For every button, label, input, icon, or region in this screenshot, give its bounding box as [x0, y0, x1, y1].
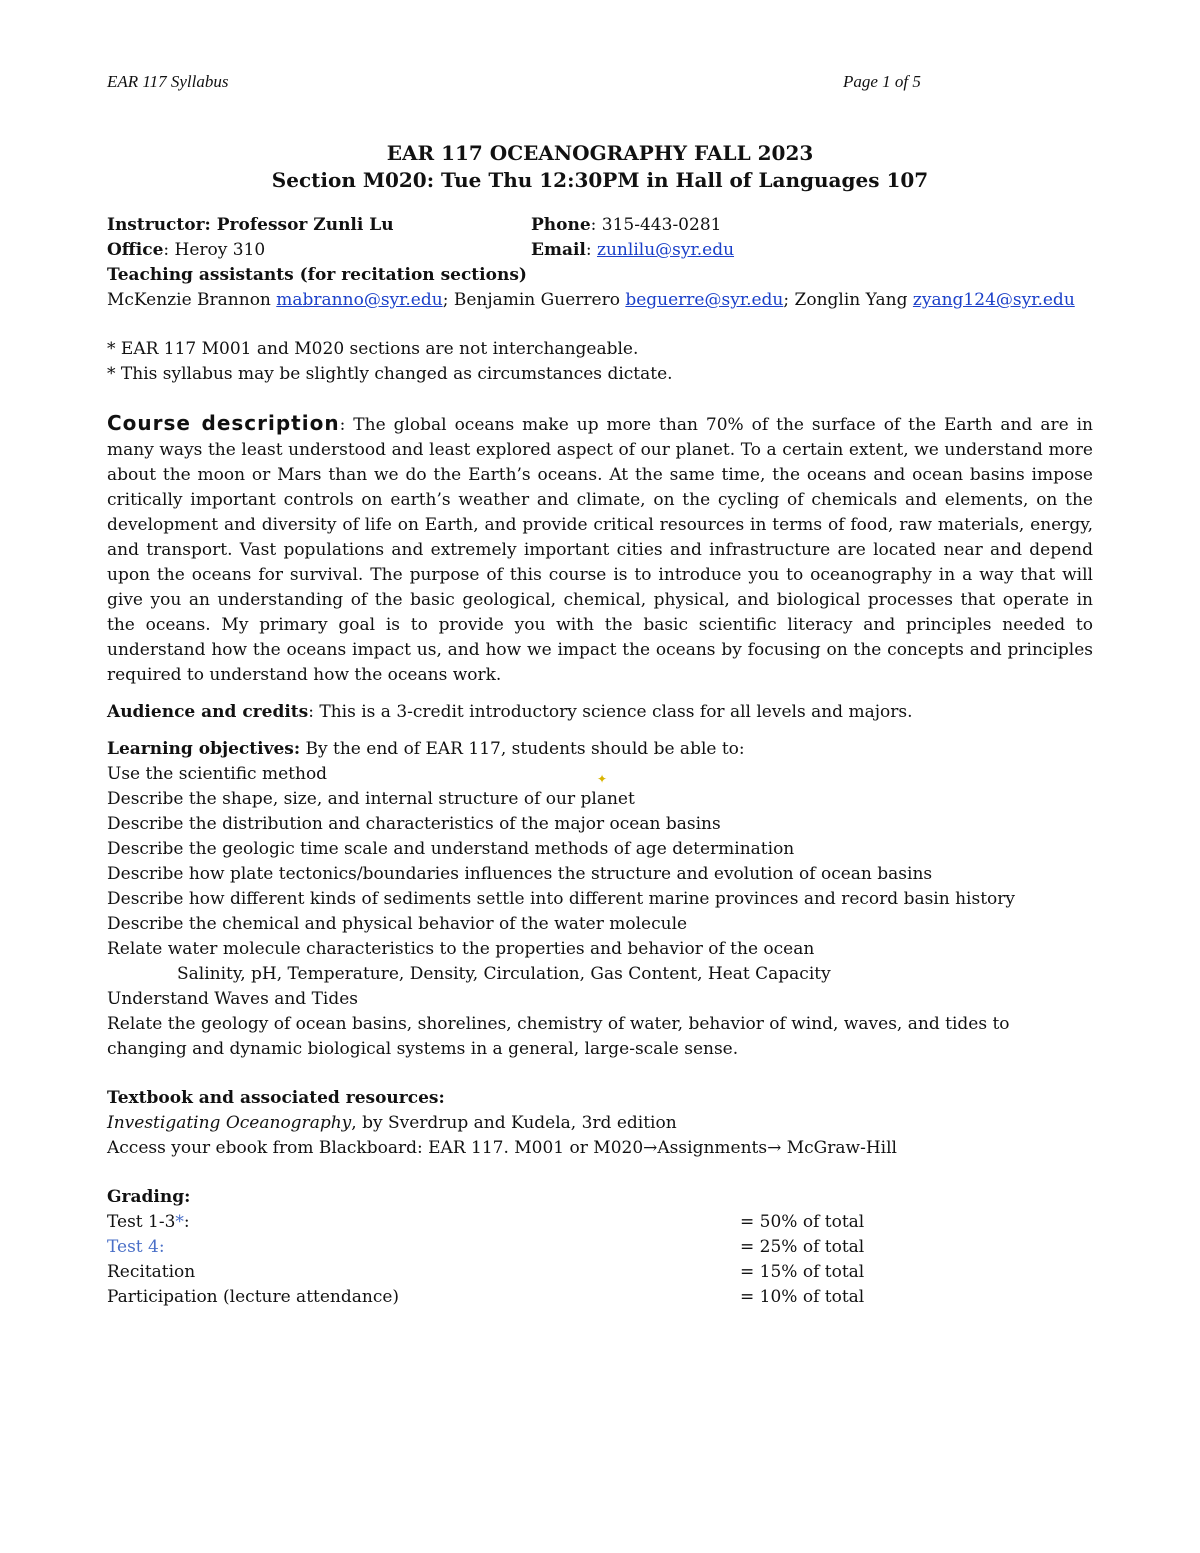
ta-email-link[interactable]: zyang124@syr.edu [912, 290, 1075, 310]
objectives-label: Learning objectives: [107, 739, 301, 759]
spacer [107, 313, 1093, 337]
instructor-row [107, 213, 1093, 238]
objective-item: Describe how plate tectonics/boundaries influences the structure and evolution of ocean basins [107, 864, 933, 884]
grading-label: Test 4: [107, 1237, 165, 1257]
grading-row [107, 1210, 1093, 1235]
office-row [107, 238, 1093, 263]
cursor-marker-icon: ✦ [597, 772, 608, 786]
ta-email-link[interactable]: mabranno@syr.edu [276, 290, 443, 310]
note: * EAR 117 M001 and M020 sections are not interchangeable. [107, 339, 639, 359]
ta-name: Benjamin Guerrero [453, 290, 626, 310]
ta-list [107, 288, 1093, 313]
grading-row [107, 1235, 1093, 1260]
objective-item: Describe how different kinds of sediments settle into different marine provinces and record basin history [107, 889, 1016, 909]
grading-row [107, 1260, 1093, 1285]
grading-label: Participation (lecture attendance) [107, 1287, 400, 1307]
email [531, 238, 734, 263]
ta-email-link[interactable]: beguerre@syr.edu [625, 290, 784, 310]
ta-separator: ; [783, 290, 795, 310]
phone-value: : 315-443-0281 [590, 215, 722, 235]
section-title: Section M020: Tue Thu 12:30PM in Hall of Languages 107 [271, 168, 929, 192]
grading-value: = 50% of total [740, 1212, 865, 1232]
office [107, 238, 531, 263]
textbook-title: Investigating Oceanography [107, 1113, 352, 1133]
grading-label-colon: : [183, 1212, 190, 1232]
office-label: Office [107, 240, 164, 260]
grading-row [107, 1285, 1093, 1310]
objective-item: Describe the chemical and physical behavior of the water molecule [107, 914, 688, 934]
grading-label: Recitation [107, 1262, 196, 1282]
audience-label: Audience and credits [107, 702, 309, 722]
arrow-right-icon: → [643, 1138, 658, 1158]
objective-item: Relate water molecule characteristics to the properties and behavior of the ocean [107, 939, 815, 959]
textbook-authors: , by Sverdrup and Kudela, 3rd edition [351, 1113, 677, 1133]
phone [531, 213, 721, 238]
office-value: : Heroy 310 [163, 240, 266, 260]
objective-item: Use the scientific method [107, 764, 328, 784]
arrow-right-icon: → [767, 1138, 782, 1158]
ta-name: McKenzie Brannon [107, 290, 277, 310]
ta-heading: Teaching assistants (for recitation sections) [107, 265, 527, 285]
objective-subitem: Salinity, pH, Temperature, Density, Circulation, Gas Content, Heat Capacity [177, 964, 831, 984]
grading-label [107, 1210, 740, 1235]
ebook-access-assignments: Assignments [657, 1138, 768, 1158]
spacer [107, 387, 1093, 411]
ta-name: Zonglin Yang [794, 290, 913, 310]
spacer [107, 1161, 1093, 1185]
textbook-heading: Textbook and associated resources: [107, 1088, 445, 1108]
objective-item: Relate the geology of ocean basins, shorelines, chemistry of water, behavior of wind, waves, and tides to changing and dynamic biological systems in a general, large-scale sense. [107, 1014, 1010, 1059]
phone-label: Phone [531, 215, 591, 235]
ta-separator: ; [442, 290, 454, 310]
audience-credits [107, 700, 1093, 725]
objective-item: Describe the geologic time scale and understand methods of age determination [107, 839, 795, 859]
instructor-name: Instructor: Professor Zunli Lu [107, 215, 394, 235]
ebook-access-path: Access your ebook from Blackboard: EAR 117. M001 or M020 [107, 1138, 644, 1158]
header-left: EAR 117 Syllabus [107, 72, 229, 91]
spacer [107, 688, 1093, 700]
objectives-intro-text: By the end of EAR 117, students should be able to: [300, 739, 745, 759]
course-description-colon: : [339, 415, 346, 435]
textbook-title-line [107, 1111, 1093, 1136]
course-description-heading: Course description [107, 411, 340, 435]
email-label: Email [531, 240, 586, 260]
objective-item: Understand Waves and Tides [107, 989, 359, 1009]
objective-item: Describe the distribution and characteristics of the major ocean basins [107, 814, 721, 834]
grading-heading: Grading: [107, 1187, 191, 1207]
instructor-email-link[interactable]: zunlilu@syr.edu [597, 240, 735, 260]
grading-label-text: Test 1-3 [107, 1212, 176, 1232]
course-title: EAR 117 OCEANOGRAPHY FALL 2023 [386, 141, 814, 165]
grading-value: = 10% of total [740, 1287, 865, 1307]
header-page-number: Page 1 of 5 [843, 72, 921, 91]
course-description-text: The global oceans make up more than 70% of the surface of the Earth and are in many ways the least understood and least explored aspect of our planet. To a certain extent, we understand more about the moon or Mars than we do the Earth’s oceans. At the same time, the oceans and ocean basins impose critically important controls on earth’s weather and climate, on the cycling of chemicals and elements, on the development and diversity of life on Earth, and provide critical resources in terms of food, raw materials, energy, and transport. Vast populations and extremely important cities and infrastructure are located near and depend upon the oceans for survival. The purpose of this course is to introduce you to oceanography in a way that will give you an understanding of the basic geological, chemical, physical, and biological processes that operate in the oceans. My primary goal is to provide you with the basic scientific literacy and principles needed to understand how the oceans impact us, and how we impact the oceans by focusing on the concepts and principles required to understand how the oceans work. [107, 415, 1094, 685]
asterisk-note: * [175, 1212, 184, 1232]
ebook-access-publisher: McGraw-Hill [781, 1138, 897, 1158]
audience-text: : This is a 3-credit introductory science class for all levels and majors. [308, 702, 913, 722]
course-description [107, 411, 1093, 688]
spacer [107, 1062, 1093, 1086]
grading-value: = 15% of total [740, 1262, 865, 1282]
ebook-access [107, 1136, 1093, 1161]
objectives-intro [107, 737, 1093, 762]
email-separator: : [585, 240, 598, 260]
grading-value: = 25% of total [740, 1237, 865, 1257]
note: * This syllabus may be slightly changed as circumstances dictate. [107, 364, 673, 384]
document-body [107, 140, 1093, 1310]
spacer [107, 725, 1093, 737]
objective-item: Describe the shape, size, and internal structure of our planet [107, 789, 635, 809]
